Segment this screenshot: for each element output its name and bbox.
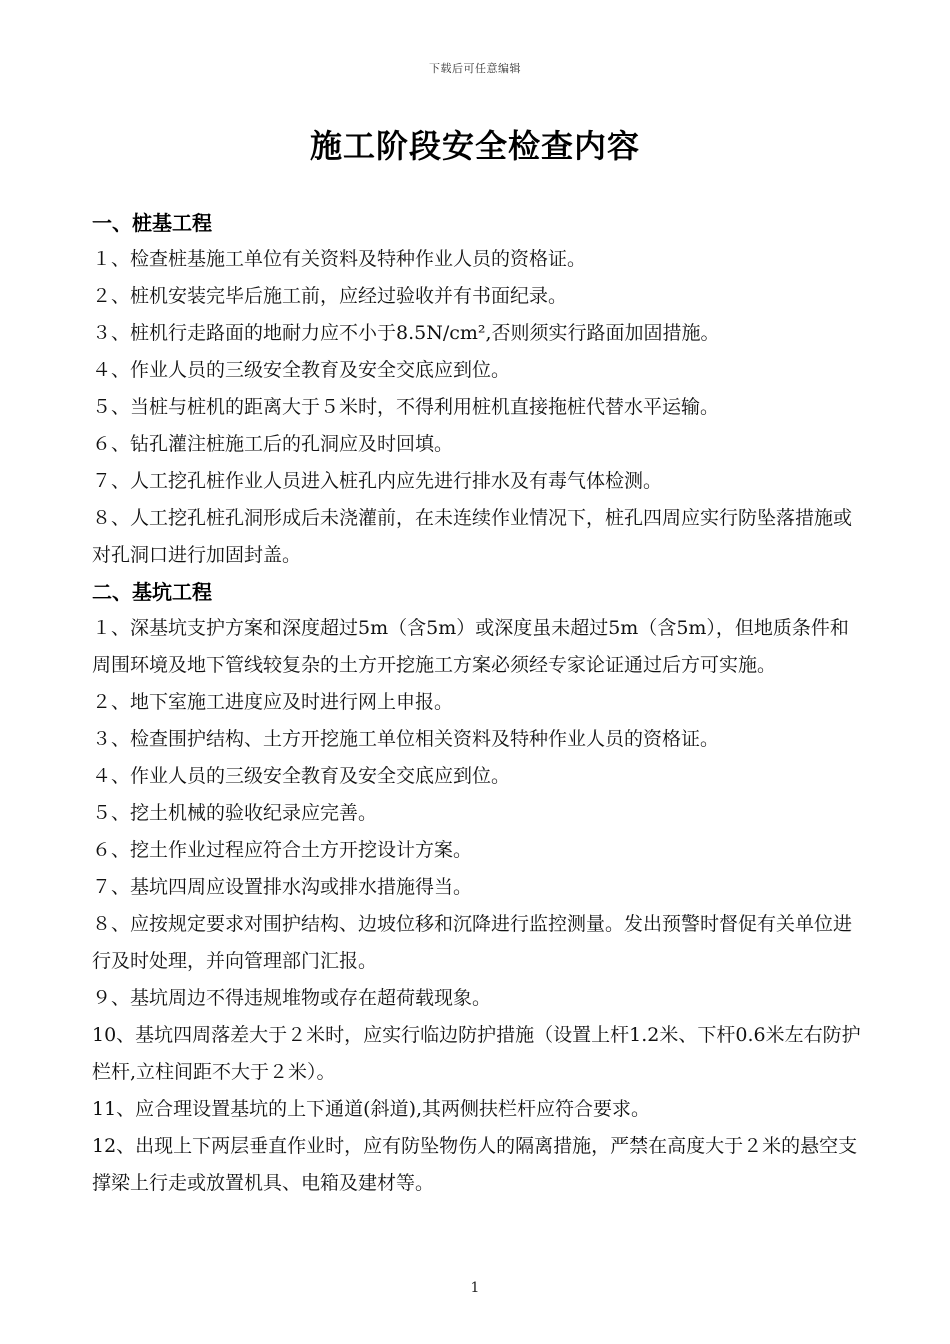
list-item: ３、桩机行走路面的地耐力应不小于8.5N/cm²,否则须实行路面加固措施。 <box>92 322 720 344</box>
list-item: 12、出现上下两层垂直作业时，应有防坠物伤人的隔离措施，严禁在高度大于２米的悬空支撑梁上行走或放置机具、电箱及建材等。 <box>92 1135 858 1194</box>
section-pile-foundation <box>92 205 862 574</box>
list-item: ４、作业人员的三级安全教育及安全交底应到位。 <box>92 765 511 787</box>
list-item: ５、挖土机械的验收纪录应完善。 <box>92 802 378 824</box>
list-item: ９、基坑周边不得违规堆物或存在超荷载现象。 <box>92 987 492 1009</box>
list-item: 10、基坑四周落差大于２米时，应实行临边防护措施（设置上杆1.2米、下杆0.6米左右防护栏杆,立柱间距不大于２米）。 <box>92 1024 861 1083</box>
list-item: １、深基坑支护方案和深度超过5m（含5m）或深度虽未超过5m（含5m），但地质条件和周围环境及地下管线较复杂的土方开挖施工方案必须经专家论证通过后方可实施。 <box>92 617 849 676</box>
section-heading: 二、基坑工程 <box>92 580 212 604</box>
list-item: ２、桩机安装完毕后施工前，应经过验收并有书面纪录。 <box>92 285 568 307</box>
list-item: ３、检查围护结构、土方开挖施工单位相关资料及特种作业人员的资格证。 <box>92 728 720 750</box>
section-foundation-pit <box>92 574 862 1202</box>
section-heading: 一、桩基工程 <box>92 211 212 235</box>
document-title: 施工阶段安全检查内容 <box>309 127 640 165</box>
list-item: ８、应按规定要求对围护结构、边坡位移和沉降进行监控测量。发出预警时督促有关单位进行及时处理，并向管理部门汇报。 <box>92 913 853 972</box>
page-number: 1 <box>470 1280 480 1296</box>
list-item: 11、应合理设置基坑的上下通道(斜道),其两侧扶栏杆应符合要求。 <box>92 1098 651 1120</box>
list-item: ４、作业人员的三级安全教育及安全交底应到位。 <box>92 359 511 381</box>
document-body <box>92 205 862 1202</box>
list-item: ８、人工挖孔桩孔洞形成后未浇灌前，在未连续作业情况下，桩孔四周应实行防坠落措施或对孔洞口进行加固封盖。 <box>92 507 853 566</box>
header-note: 下载后可任意编辑 <box>429 62 521 75</box>
list-item: ５、当桩与桩机的距离大于５米时，不得利用桩机直接拖桩代替水平运输。 <box>92 396 720 418</box>
list-item: ６、钻孔灌注桩施工后的孔洞应及时回填。 <box>92 433 454 455</box>
list-item: １、检查桩基施工单位有关资料及特种作业人员的资格证。 <box>92 248 587 270</box>
list-item: ２、地下室施工进度应及时进行网上申报。 <box>92 691 454 713</box>
list-item: ７、人工挖孔桩作业人员进入桩孔内应先进行排水及有毒气体检测。 <box>92 470 663 492</box>
list-item: ６、挖土作业过程应符合土方开挖设计方案。 <box>92 839 473 861</box>
list-item: ７、基坑四周应设置排水沟或排水措施得当。 <box>92 876 473 898</box>
